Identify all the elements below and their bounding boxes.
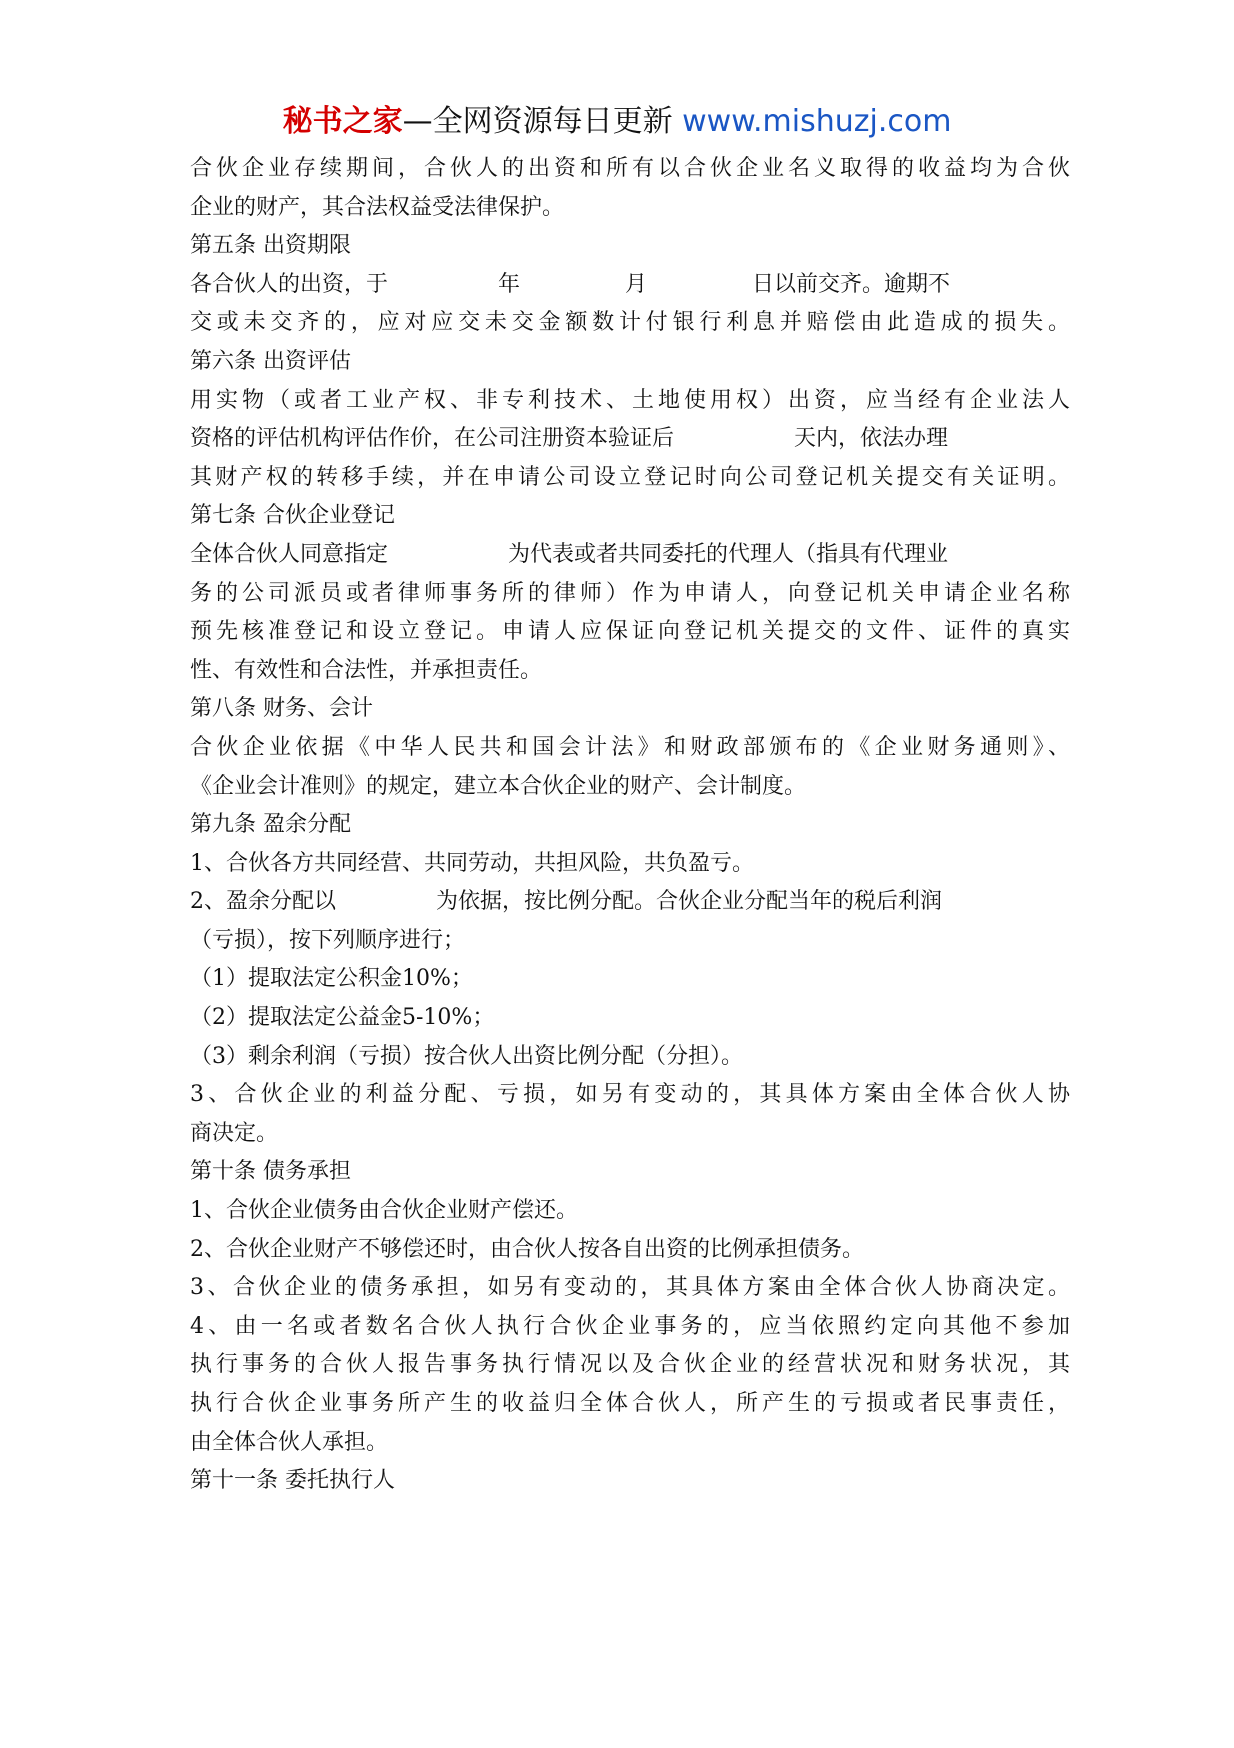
list-item: 3、合伙企业的债务承担，如另有变动的，其具体方案由全体合伙人协商决定。 bbox=[190, 1275, 1070, 1301]
text-segment: 各合伙人的出资，于 bbox=[190, 271, 389, 297]
text-line: 性、有效性和合法性，并承担责任。 bbox=[190, 657, 543, 683]
text-line: 交或未交齐的，应对应交未交金额数计付银行利息并赔偿由此造成的损失。 bbox=[190, 310, 1070, 336]
text-line-with-blanks bbox=[190, 883, 1070, 922]
text-line: 用实物（或者工业产权、非专利技术、土地使用权）出资，应当经有企业法人 bbox=[190, 387, 1070, 413]
text-segment: 日以前交齐。逾期不 bbox=[752, 271, 951, 297]
text-line: 其财产权的转移手续，并在申请公司设立登记时向公司登记机关提交有关证明。 bbox=[190, 464, 1070, 490]
list-item: 1、合伙企业债务由合伙企业财产偿还。 bbox=[190, 1198, 578, 1224]
text-line-with-blanks bbox=[190, 266, 1070, 305]
text-segment: 全体合伙人同意指定 bbox=[190, 541, 389, 567]
text-segment: 月 bbox=[625, 271, 648, 297]
text-line: 预先核准登记和设立登记。申请人应保证向登记机关提交的文件、证件的真实 bbox=[190, 619, 1070, 645]
text-line: 执行事务的合伙人报告事务执行情况以及合伙企业的经营状况和财务状况，其 bbox=[190, 1352, 1070, 1378]
list-item: 2、合伙企业财产不够偿还时，由合伙人按各自出资的比例承担债务。 bbox=[190, 1236, 864, 1262]
text-segment: 天内，依法办理 bbox=[794, 426, 949, 452]
text-line-with-blanks bbox=[190, 420, 1070, 459]
article-heading: 第八条 财务、会计 bbox=[190, 696, 373, 722]
article-heading: 第五条 出资期限 bbox=[190, 233, 351, 259]
text-line: 1、合伙各方共同经营、共同劳动，共担风险，共负盈亏。 bbox=[190, 850, 754, 876]
text-line: 3、合伙企业的利益分配、亏损，如另有变动的，其具体方案由全体合伙人协 bbox=[190, 1082, 1070, 1108]
text-segment: 年 bbox=[498, 271, 521, 297]
article-heading: 第九条 盈余分配 bbox=[190, 812, 351, 838]
list-item: （2）提取法定公益金5-10%； bbox=[190, 1005, 495, 1031]
text-line: 合伙企业存续期间，合伙人的出资和所有以合伙企业名义取得的收益均为合伙 bbox=[190, 156, 1070, 181]
text-segment: 资格的评估机构评估作价，在公司注册资本验证后 bbox=[190, 426, 675, 452]
site-url-link[interactable]: www.mishuzj.com bbox=[682, 104, 952, 139]
list-item: （3）剩余利润（亏损）按合伙人出资比例分配（分担）。 bbox=[190, 1043, 743, 1069]
text-line: 商决定。 bbox=[190, 1120, 279, 1146]
text-line: 执行合伙企业事务所产生的收益归全体合伙人，所产生的亏损或者民事责任， bbox=[190, 1391, 1070, 1416]
text-segment: 2、盈余分配以 bbox=[190, 889, 336, 915]
text-line: （亏损），按下列顺序进行； bbox=[190, 927, 466, 953]
article-heading: 第十一条 委托执行人 bbox=[190, 1468, 395, 1494]
article-heading: 第六条 出资评估 bbox=[190, 348, 351, 374]
article-heading: 第十条 债务承担 bbox=[190, 1159, 351, 1185]
article-heading: 第七条 合伙企业登记 bbox=[190, 503, 395, 529]
brand-name: 秘书之家 bbox=[282, 104, 403, 139]
text-line: 由全体合伙人承担。 bbox=[190, 1429, 389, 1455]
text-line: 《企业会计准则》的规定，建立本合伙企业的财产、会计制度。 bbox=[190, 773, 807, 799]
text-segment: 为依据，按比例分配。合伙企业分配当年的税后利润 bbox=[436, 889, 943, 915]
list-item: （1）提取法定公积金10%； bbox=[190, 966, 473, 992]
text-line: 合伙企业依据《中华人民共和国会计法》和财政部颁布的《企业财务通则》、 bbox=[190, 734, 1070, 760]
list-item: 4、由一名或者数名合伙人执行合伙企业事务的，应当依照约定向其他不参加 bbox=[190, 1313, 1070, 1339]
document-body bbox=[190, 150, 1070, 1501]
header-slogan: —全网资源每日更新 bbox=[402, 104, 673, 139]
text-segment: 为代表或者共同委托的代理人（指具有代理业 bbox=[508, 541, 949, 567]
text-line-with-blanks bbox=[190, 536, 1070, 575]
text-line: 务的公司派员或者律师事务所的律师）作为申请人，向登记机关申请企业名称 bbox=[190, 580, 1070, 606]
text-line: 企业的财产，其合法权益受法律保护。 bbox=[190, 194, 565, 220]
site-header bbox=[0, 102, 1234, 142]
